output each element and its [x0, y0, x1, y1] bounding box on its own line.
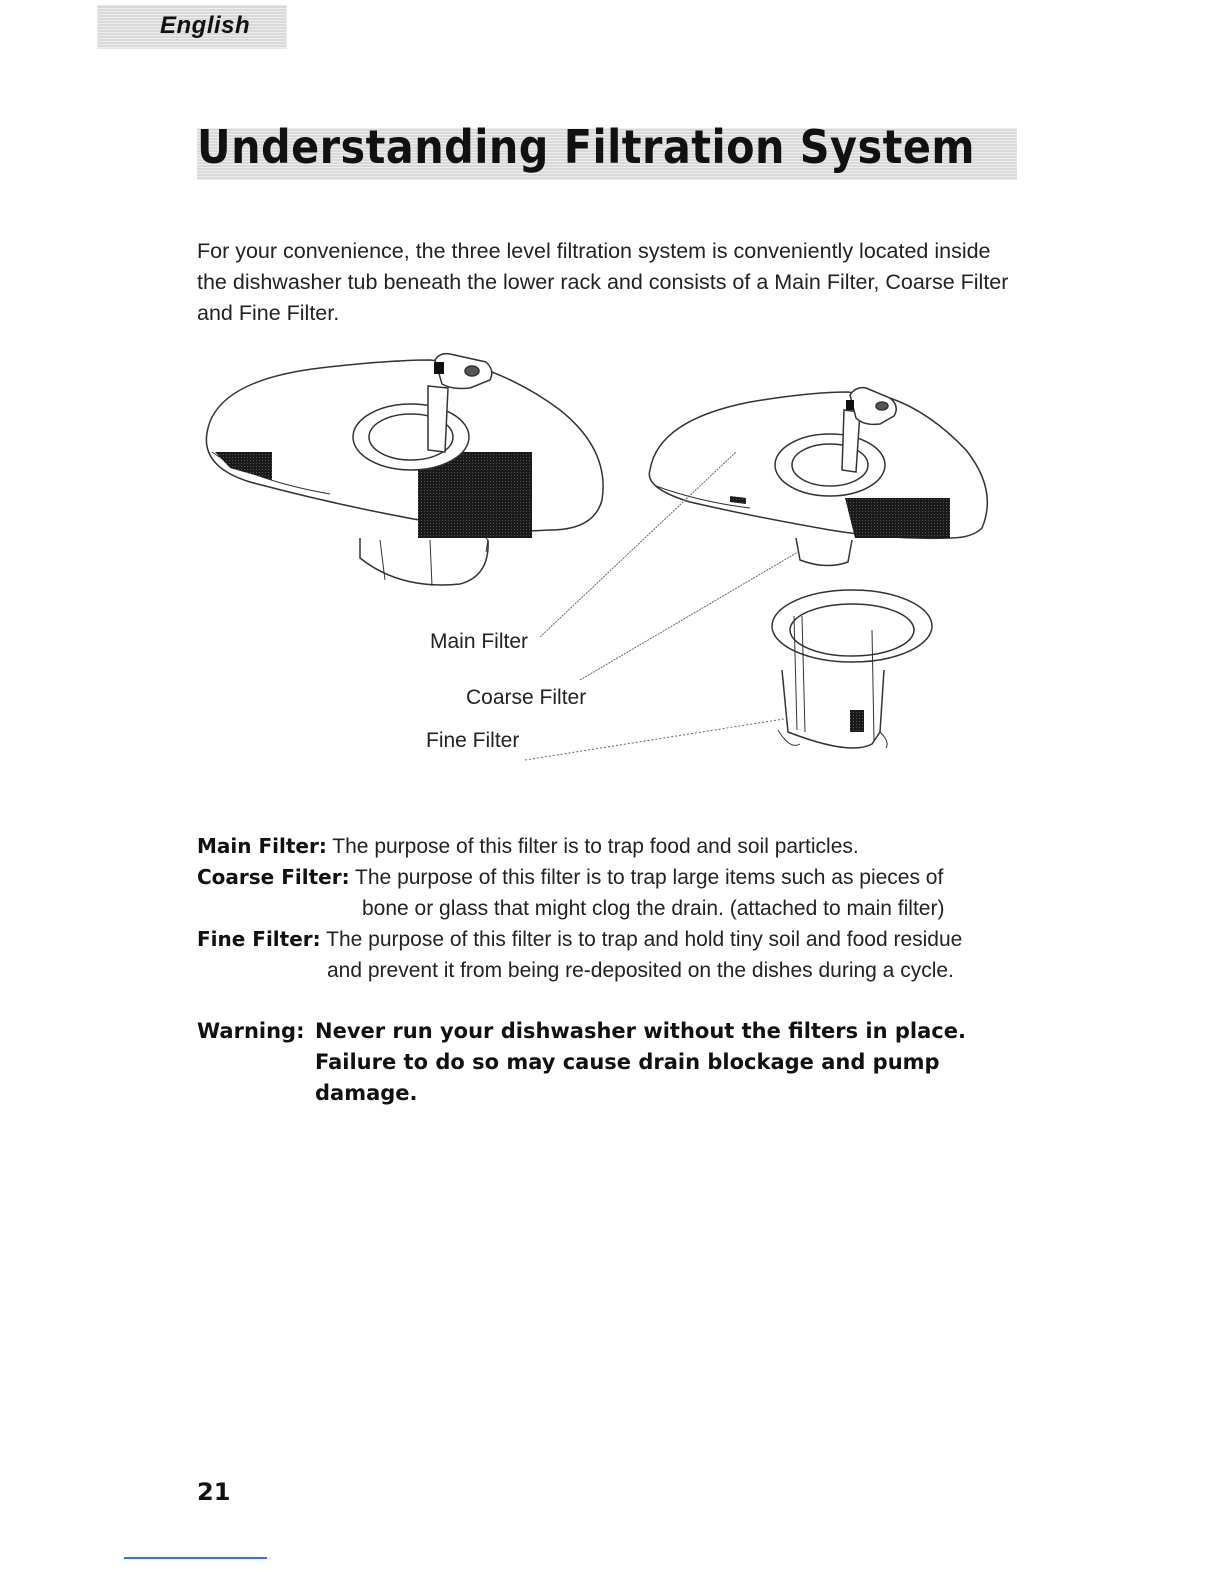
warning-label: Warning:	[197, 1019, 305, 1043]
intro-paragraph: For your convenience, the three level filtration system is conveniently located inside the dishwasher tub beneath the lower rack and consists of a Main Filter, Coarse Filter and Fine Filter.	[197, 239, 1009, 325]
footer-rule	[124, 1557, 267, 1559]
filter-diagram	[190, 340, 1010, 780]
term-coarse-filter: Coarse Filter:	[197, 865, 350, 889]
callout-coarse-filter: Coarse Filter	[466, 686, 587, 709]
definition-coarse-filter-continued: bone or glass that might clog the drain. (attached to main filter)	[362, 897, 945, 920]
filter-descriptions	[197, 831, 1037, 986]
callout-main-filter: Main Filter	[430, 630, 529, 653]
fine-filter-illustration	[772, 590, 932, 748]
page-title: Understanding Filtration System	[197, 120, 975, 174]
main-filter-stem	[796, 538, 852, 566]
definition-coarse-filter: Coarse Filter: The purpose of this filter is to trap large items such as pieces of	[197, 865, 944, 889]
language-tab-label: English	[160, 12, 251, 39]
warning-block	[197, 1016, 1037, 1109]
assembled-cylinder	[360, 538, 488, 585]
assembled-filter-illustration	[206, 354, 603, 586]
main-filter-illustration	[649, 388, 987, 566]
fine-filter-rim	[772, 590, 932, 662]
definition-fine-filter-continued: and prevent it from being re-deposited on the dishes during a cycle.	[327, 959, 954, 982]
warning-line-1: Never run your dishwasher without the filters in place.	[315, 1019, 966, 1043]
page-number: 21	[197, 1478, 231, 1506]
term-main-filter: Main Filter:	[197, 834, 327, 858]
term-fine-filter: Fine Filter:	[197, 927, 321, 951]
definition-main-filter: Main Filter: The purpose of this filter is to trap food and soil particles.	[197, 834, 859, 858]
callout-fine-filter: Fine Filter	[426, 729, 520, 752]
definition-fine-filter: Fine Filter: The purpose of this filter is to trap and hold tiny soil and food residue	[197, 927, 963, 951]
warning-line-2: Failure to do so may cause drain blockage and pump damage.	[315, 1050, 940, 1105]
